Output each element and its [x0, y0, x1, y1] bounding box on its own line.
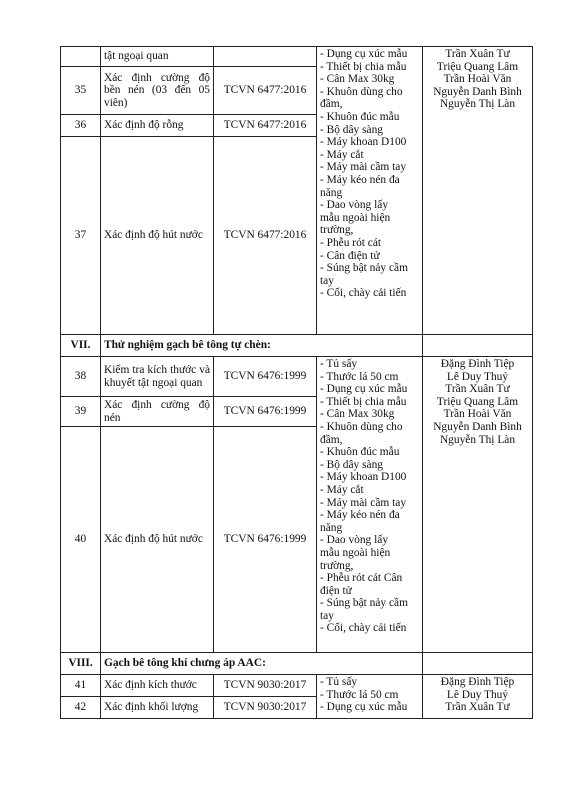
row-number-cell: 38 — [61, 357, 101, 397]
standard-cell: TCVN 6476:1999 — [214, 397, 317, 427]
test-name-cell: Kiểm tra kích thước và khuyết tật ngoại quan — [101, 357, 214, 397]
table-row — [61, 47, 533, 67]
staff-member-name: Trần Xuân Tư — [445, 383, 510, 396]
equipment-item: tay — [320, 274, 334, 287]
equipment-item: - Thiết bị chia mẫu — [320, 60, 407, 73]
equipment-item: đầm, — [320, 98, 343, 111]
equipment-item: - Bộ dây sàng — [320, 458, 383, 471]
row-number-cell: 37 — [61, 137, 101, 335]
test-name-cell: Xác định khối lượng — [101, 697, 214, 719]
staff-member-name: Triệu Quang Lâm — [436, 60, 519, 73]
equipment-item: - Máy cắt — [320, 483, 364, 496]
standard-cell: TCVN 6477:2016 — [214, 137, 317, 335]
staff-cell — [423, 357, 533, 653]
row-number-cell: 40 — [61, 427, 101, 653]
staff-member-name: Trần Hoài Văn — [443, 73, 512, 86]
equipment-item: tay — [320, 609, 334, 622]
standard-cell: TCVN 6476:1999 — [214, 427, 317, 653]
staff-member-name: Triệu Quang Lâm — [436, 395, 519, 408]
staff-member-name: Lê Duy Thuỷ — [446, 688, 509, 701]
standard-cell — [214, 47, 317, 67]
equipment-item: - Máy khoan D100 — [320, 471, 407, 484]
staff-member-name: Nguyễn Thị Làn — [439, 433, 516, 446]
equipment-item: - Máy kéo nén đa — [320, 173, 400, 186]
section-title: Thử nghiệm gạch bê tông tự chèn: — [101, 335, 423, 357]
equipment-item: - Dao vòng lấy — [320, 534, 389, 547]
equipment-list — [320, 48, 419, 300]
staff-cell — [423, 47, 533, 335]
equipment-item: trường, — [320, 224, 354, 237]
equipment-item: - Tủ sấy — [320, 676, 358, 688]
equipment-item: đầm, — [320, 433, 343, 446]
row-number-cell — [61, 47, 101, 67]
equipment-item: - Máy khoan D100 — [320, 136, 407, 149]
test-name-cell: Xác định cường độ nén — [101, 397, 214, 427]
equipment-item: - Thiết bị chia mẫu — [320, 395, 407, 408]
test-name-cell: Xác định độ rỗng — [101, 115, 214, 137]
staff-cell — [423, 653, 533, 675]
test-name-cell: Xác định kích thước — [101, 675, 214, 697]
section-number: VII. — [61, 335, 101, 357]
equipment-cell — [317, 47, 423, 335]
section-row — [61, 335, 533, 357]
equipment-item: - Cối, chày cải tiến — [320, 622, 407, 635]
equipment-cell — [317, 675, 423, 719]
equipment-item: - Cân Max 30kg — [320, 408, 395, 421]
test-name-cell: Xác định độ hút nước — [101, 137, 214, 335]
table-row — [61, 675, 533, 697]
staff-member-name: Nguyễn Danh Bình — [433, 85, 522, 98]
equipment-item: - Dụng cụ xúc mẫu — [320, 48, 408, 60]
staff-member-name: Lê Duy Thuỷ — [446, 370, 509, 383]
equipment-item: - Khuôn đúc mẫu — [320, 110, 400, 123]
equipment-item: - Súng bật nảy cầm — [320, 597, 408, 610]
equipment-item: - Súng bật nảy cầm — [320, 262, 408, 275]
staff-member-name: Đặng Đình Tiệp — [440, 358, 515, 370]
staff-list — [426, 48, 529, 111]
staff-cell — [423, 335, 533, 357]
staff-cell — [423, 675, 533, 719]
standard-cell: TCVN 6476:1999 — [214, 357, 317, 397]
equipment-item: - Dao vòng lấy — [320, 199, 389, 212]
equipment-item: mẫu ngoài hiện — [320, 211, 391, 224]
equipment-item: - Cối, chày cải tiến — [320, 287, 407, 300]
standard-cell: TCVN 6477:2016 — [214, 115, 317, 137]
staff-member-name: Nguyễn Danh Bình — [433, 420, 522, 433]
equipment-item: - Dụng cụ xúc mẫu — [320, 701, 408, 714]
equipment-item: năng — [320, 186, 343, 199]
staff-member-name: Nguyễn Thị Làn — [439, 98, 516, 111]
section-number: VIII. — [61, 653, 101, 675]
row-number-cell: 39 — [61, 397, 101, 427]
equipment-item: - Cân Max 30kg — [320, 73, 395, 86]
equipment-list — [320, 358, 419, 635]
equipment-item: - Thước lá 50 cm — [320, 688, 399, 701]
standard-cell: TCVN 6477:2016 — [214, 67, 317, 115]
equipment-item: điện tử — [320, 584, 352, 597]
row-number-cell: 41 — [61, 675, 101, 697]
staff-list — [426, 358, 529, 446]
test-capability-table — [60, 46, 533, 719]
equipment-item: - Máy cắt — [320, 148, 364, 161]
staff-member-name: Đặng Đình Tiệp — [440, 676, 515, 688]
section-row — [61, 653, 533, 675]
test-name-cell: tật ngoại quan — [101, 47, 214, 67]
equipment-list — [320, 676, 419, 714]
equipment-item: - Phễu rót cát — [320, 236, 382, 249]
equipment-item: - Cân điện tử — [320, 249, 380, 262]
equipment-item: - Dụng cụ xúc mẫu — [320, 383, 408, 396]
row-number-cell: 42 — [61, 697, 101, 719]
staff-member-name: Trần Hoài Văn — [443, 408, 512, 421]
equipment-item: năng — [320, 521, 343, 534]
equipment-item: - Tủ sấy — [320, 358, 358, 370]
equipment-item: - Khuôn dùng cho — [320, 420, 403, 433]
equipment-item: - Thước lá 50 cm — [320, 370, 399, 383]
equipment-item: - Khuôn đúc mẫu — [320, 446, 400, 459]
equipment-item: - Phễu rót cát Cân — [320, 572, 403, 585]
section-title: Gạch bê tông khí chưng áp AAC: — [101, 653, 423, 675]
equipment-item: - Khuôn dùng cho — [320, 85, 403, 98]
staff-member-name: Trần Xuân Tư — [445, 701, 510, 714]
equipment-item: - Máy mài cầm tay — [320, 496, 407, 509]
equipment-item: mẫu ngoài hiện — [320, 546, 391, 559]
staff-list — [426, 676, 529, 714]
equipment-item: - Máy kéo nén đa — [320, 509, 400, 522]
standard-cell: TCVN 9030:2017 — [214, 675, 317, 697]
equipment-item: - Bộ dây sàng — [320, 123, 383, 136]
test-name-cell: Xác định cường độ bền nén (03 đến 05 viên) — [101, 67, 214, 115]
staff-member-name: Trần Xuân Tư — [445, 48, 510, 60]
standard-cell: TCVN 9030:2017 — [214, 697, 317, 719]
equipment-cell — [317, 357, 423, 653]
equipment-item: - Máy mài cầm tay — [320, 161, 407, 174]
row-number-cell: 35 — [61, 67, 101, 115]
row-number-cell: 36 — [61, 115, 101, 137]
test-name-cell: Xác định độ hút nước — [101, 427, 214, 653]
equipment-item: trường, — [320, 559, 354, 572]
table-row — [61, 357, 533, 397]
